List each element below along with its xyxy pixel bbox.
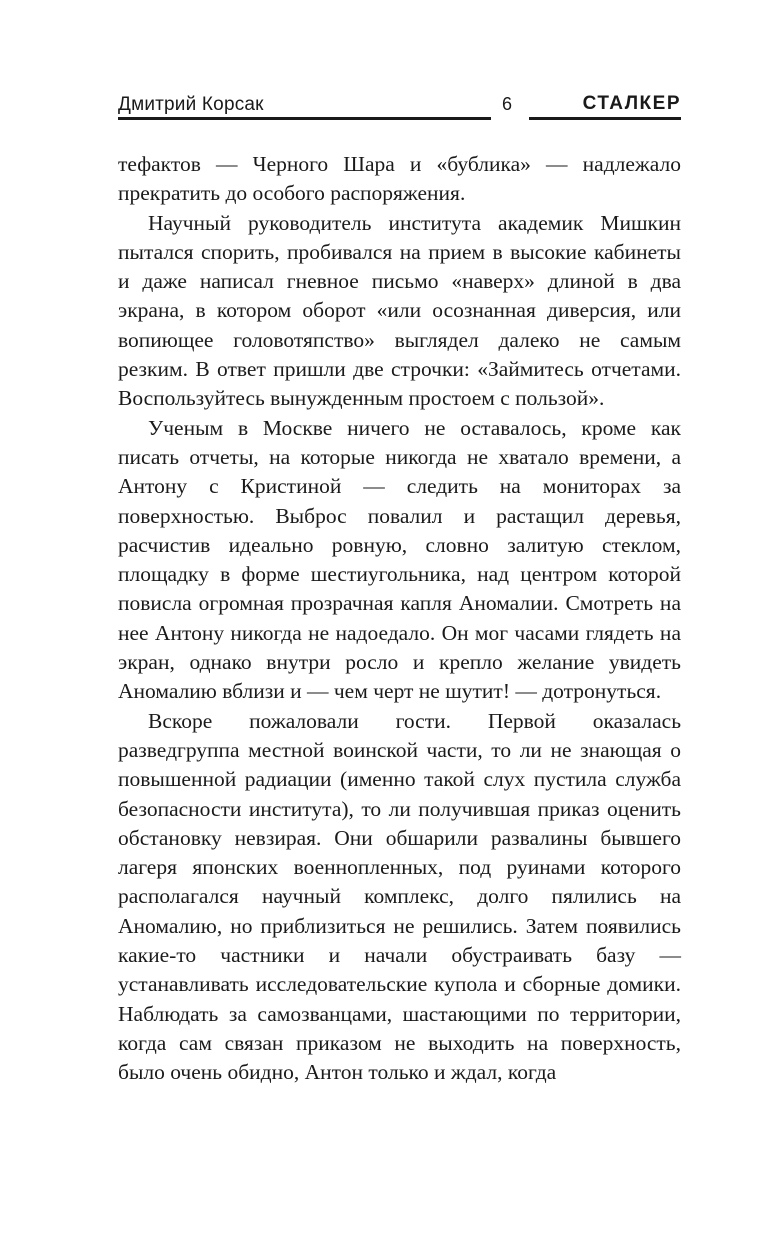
body-text: [118, 150, 681, 1088]
header-rule-right: [529, 117, 681, 120]
paragraph: Ученым в Москве ничего не оставалось, кроме как писать отчеты, на которые никогда не хватало времени, а Антону с Кристиной — следить на мониторах за поверхностью. Выброс повалил и растащил деревья, расчистив идеально ровную, словно залитую стеклом, площадку в форме шестиугольника, над центром которой повисла огромная прозрачная капля Аномалии. Смотреть на нее Антону никогда не надоедало. Он мог часами глядеть на экран, однако внутри росло и крепло желание увидеть Аномалию вблизи и — чем черт не шутит! — дотронуться.: [118, 415, 681, 704]
paragraph: Научный руководитель института академик Мишкин пытался спорить, пробивался на прием в высокие кабинеты и даже написал гневное письмо «наверх» длиной в два экрана, в котором оборот «или осознанная диверсия, или вопиющее головотяпство» выглядел далеко не самым резким. В ответ пришли две строчки: «Займитесь отчетами. Воспользуйтесь вынужденным простоем с пользой».: [118, 210, 681, 411]
series-title: СТАЛКЕР: [582, 93, 681, 114]
page-number: 6: [502, 94, 513, 114]
running-header: [118, 92, 681, 122]
author-name: Дмитрий Корсак: [118, 94, 264, 115]
paragraph: тефактов — Черного Шара и «бублика» — надлежало прекратить до особого распоряжения.: [118, 152, 681, 206]
header-rule-left: [118, 117, 491, 120]
paragraph: Вскоре пожаловали гости. Первой оказалась разведгруппа местной воинской части, то ли не знающая о повышенной радиации (именно такой слух пустила служба безопасности института), то ли получившая приказ оценить обстановку невзирая. Они обшарили развалины бывшего лагеря японских военнопленных, под руинами которого располагался научный комплекс, долго пялились на Аномалию, но приблизиться не решились. Затем появились какие-то частники и начали обустраивать базу — устанавливать исследовательские купола и сборные домики. Наблюдать за самозванцами, шастающими по территории, когда сам связан приказом не выходить на поверхность, было очень обидно, Антон только и ждал, когда: [118, 708, 681, 1085]
